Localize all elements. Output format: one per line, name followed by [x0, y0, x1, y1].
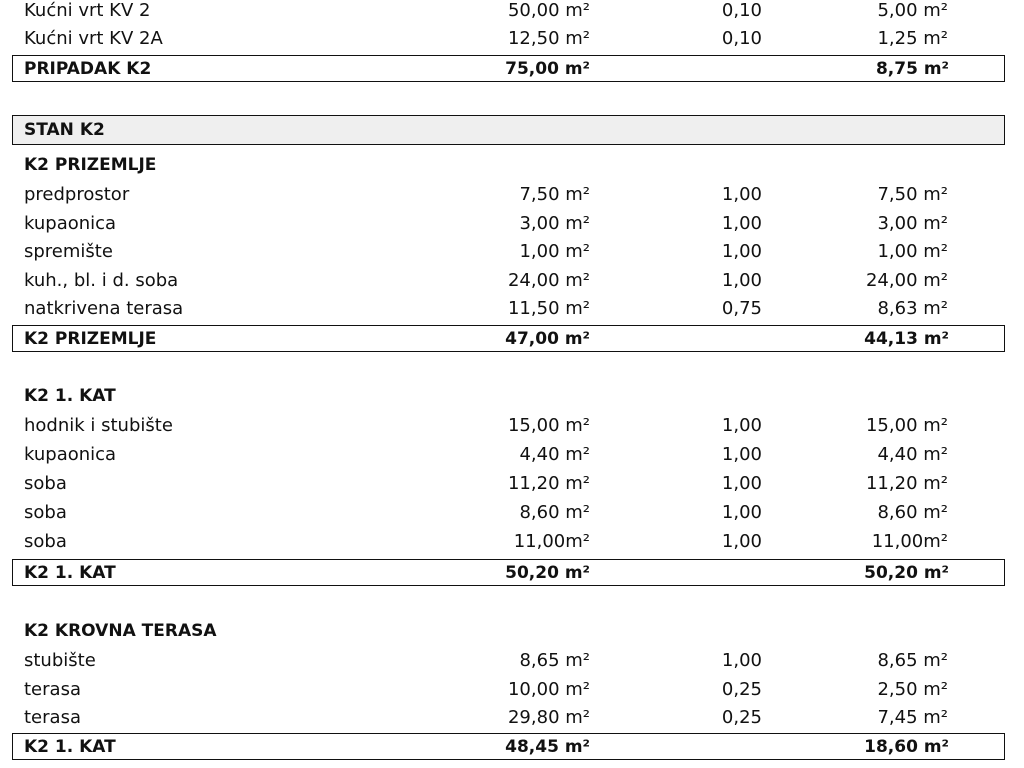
total-net-area: 50,20 m²: [864, 562, 949, 583]
room-name: predprostor: [24, 183, 130, 205]
room-coefficient: 1,00: [721, 443, 762, 465]
section-title-kat1: [12, 382, 1005, 410]
room-area: 10,00 m²: [507, 678, 590, 700]
total-area: 48,45 m²: [505, 736, 590, 757]
room-net-area: 11,20 m²: [865, 472, 948, 494]
room-coefficient: 0,25: [721, 706, 762, 728]
table-row: [12, 469, 1005, 497]
total-label: K2 1. KAT: [24, 736, 116, 757]
table-row: [12, 440, 1005, 468]
room-coefficient: 1,00: [721, 240, 762, 262]
total-net-area: 44,13 m²: [864, 328, 949, 349]
room-name: natkrivena terasa: [24, 297, 184, 319]
section-header-label: STAN K2: [24, 120, 105, 140]
total-row-pripadak: [12, 55, 1005, 82]
room-net-area: 4,40 m²: [877, 443, 948, 465]
room-name: Kućni vrt KV 2: [24, 0, 151, 21]
total-row-kat1: [12, 559, 1005, 586]
room-net-area: 1,00 m²: [877, 240, 948, 262]
room-coefficient: 1,00: [721, 649, 762, 671]
room-net-area: 1,25 m²: [877, 27, 948, 49]
room-net-area: 15,00 m²: [865, 414, 948, 436]
room-net-area: 5,00 m²: [877, 0, 948, 21]
room-coefficient: 0,75: [721, 297, 762, 319]
room-area: 12,50 m²: [507, 27, 590, 49]
room-area: 11,20 m²: [507, 472, 590, 494]
section-title-krovna: [12, 617, 1005, 645]
room-net-area: 7,50 m²: [877, 183, 948, 205]
room-name: kupaonica: [24, 212, 117, 234]
room-area: 15,00 m²: [507, 414, 590, 436]
room-coefficient: 0,10: [721, 27, 762, 49]
room-area: 11,50 m²: [507, 297, 590, 319]
table-row: [12, 703, 1005, 731]
room-area: 4,40 m²: [519, 443, 590, 465]
table-row: [12, 266, 1005, 294]
room-coefficient: 1,00: [721, 414, 762, 436]
total-area: 75,00 m²: [505, 58, 590, 79]
room-net-area: 24,00 m²: [865, 269, 948, 291]
room-coefficient: 0,10: [721, 0, 762, 21]
table-row: [12, 411, 1005, 439]
room-coefficient: 0,25: [721, 678, 762, 700]
room-net-area: 2,50 m²: [877, 678, 948, 700]
room-net-area: 8,63 m²: [877, 297, 948, 319]
section-title: K2 PRIZEMLJE: [24, 155, 157, 175]
table-row: [12, 0, 1005, 24]
section-title: K2 KROVNA TERASA: [24, 621, 217, 641]
room-net-area: 3,00 m²: [877, 212, 948, 234]
table-row: [12, 646, 1005, 674]
total-row-krovna: [12, 733, 1005, 760]
room-coefficient: 1,00: [721, 530, 762, 552]
room-area: 1,00 m²: [519, 240, 590, 262]
total-row-prizemlje: [12, 325, 1005, 352]
room-net-area: 8,65 m²: [877, 649, 948, 671]
room-coefficient: 1,00: [721, 183, 762, 205]
table-row: [12, 24, 1005, 52]
room-name: kuh., bl. i d. soba: [24, 269, 179, 291]
section-header-stan: [12, 115, 1005, 145]
total-label: PRIPADAK K2: [24, 58, 152, 79]
room-area: 24,00 m²: [507, 269, 590, 291]
total-net-area: 18,60 m²: [864, 736, 949, 757]
room-name: soba: [24, 501, 67, 523]
room-coefficient: 1,00: [721, 472, 762, 494]
table-row: [12, 180, 1005, 208]
section-title-prizemlje: [12, 151, 1005, 179]
room-name: soba: [24, 472, 67, 494]
room-name: soba: [24, 530, 67, 552]
room-name: spremište: [24, 240, 113, 262]
room-name: stubište: [24, 649, 96, 671]
table-row: [12, 237, 1005, 265]
room-name: terasa: [24, 706, 81, 728]
total-label: K2 PRIZEMLJE: [24, 328, 157, 349]
room-area: 11,00m²: [513, 530, 590, 552]
table-row: [12, 675, 1005, 703]
total-area: 50,20 m²: [505, 562, 590, 583]
room-net-area: 7,45 m²: [877, 706, 948, 728]
room-net-area: 11,00m²: [871, 530, 948, 552]
table-row: [12, 527, 1005, 555]
room-coefficient: 1,00: [721, 501, 762, 523]
room-coefficient: 1,00: [721, 269, 762, 291]
room-area: 3,00 m²: [519, 212, 590, 234]
room-name: kupaonica: [24, 443, 117, 465]
room-area: 8,65 m²: [519, 649, 590, 671]
room-name: hodnik i stubište: [24, 414, 173, 436]
table-row: [12, 498, 1005, 526]
total-label: K2 1. KAT: [24, 562, 116, 583]
room-coefficient: 1,00: [721, 212, 762, 234]
room-area: 8,60 m²: [519, 501, 590, 523]
room-net-area: 8,60 m²: [877, 501, 948, 523]
total-area: 47,00 m²: [505, 328, 590, 349]
table-row: [12, 209, 1005, 237]
total-net-area: 8,75 m²: [875, 58, 949, 79]
room-area: 7,50 m²: [519, 183, 590, 205]
table-row: [12, 294, 1005, 322]
room-area: 50,00 m²: [507, 0, 590, 21]
section-title: K2 1. KAT: [24, 386, 116, 406]
room-name: Kućni vrt KV 2A: [24, 27, 163, 49]
room-area: 29,80 m²: [507, 706, 590, 728]
room-name: terasa: [24, 678, 81, 700]
